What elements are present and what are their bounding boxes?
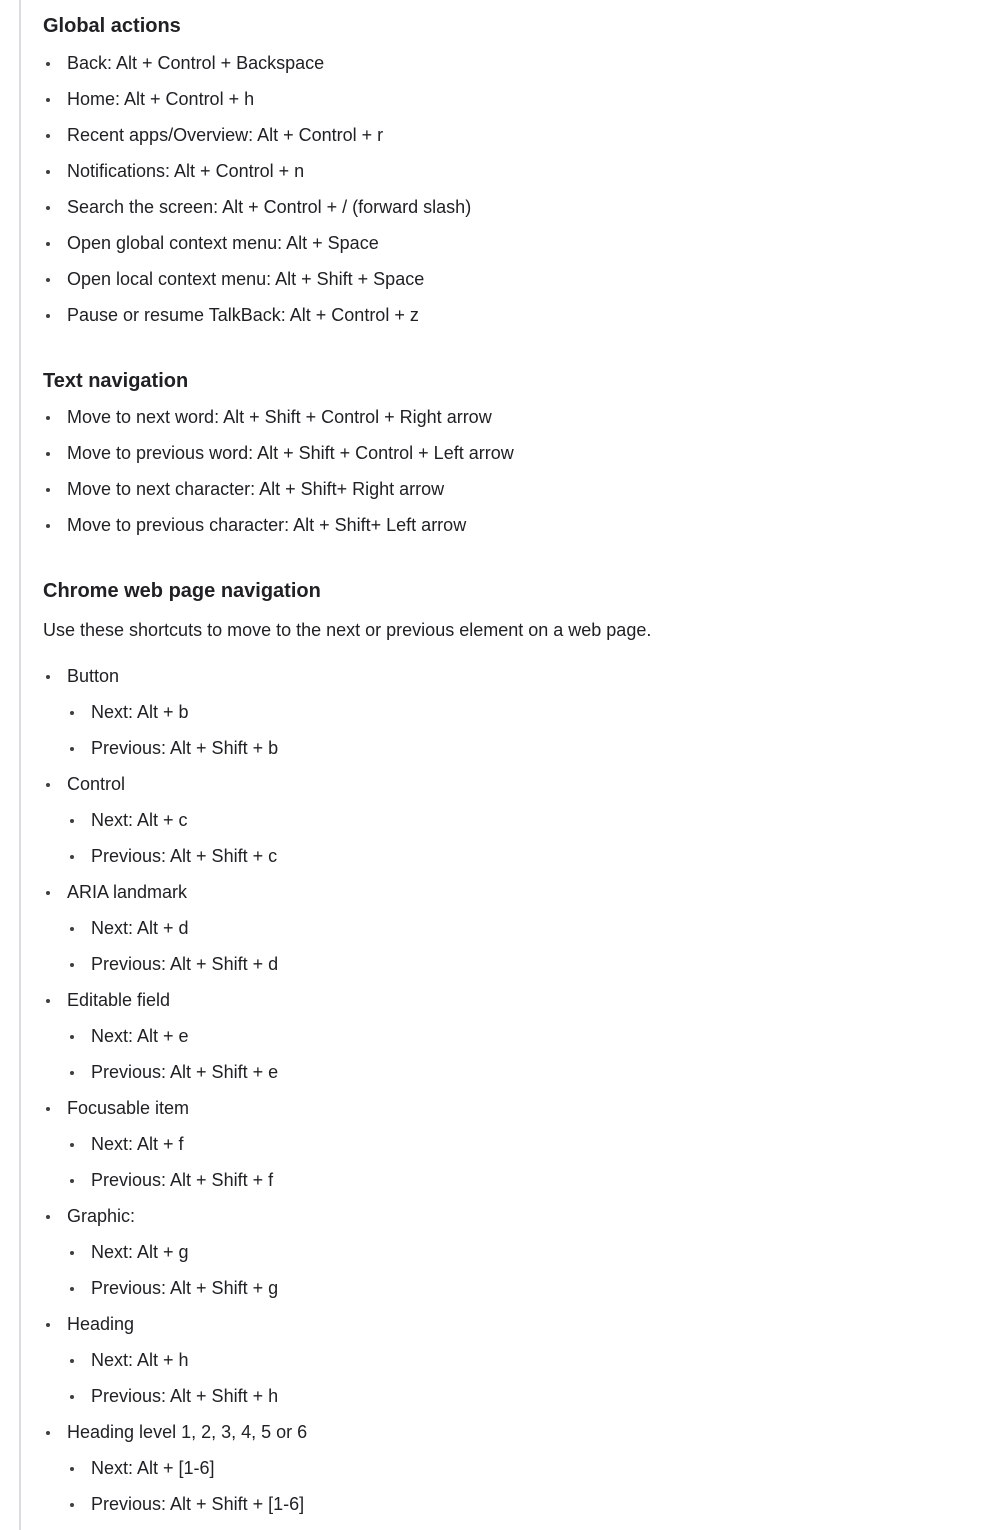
shortcut-previous: Previous: Alt + Shift + h (43, 1380, 307, 1416)
shortcut-previous: Previous: Alt + Shift + c (43, 840, 307, 876)
sub-list (43, 1344, 307, 1416)
list-item: Move to next word: Alt + Shift + Control + Right arrow (43, 401, 514, 437)
shortcut-previous: Previous: Alt + Shift + g (43, 1272, 307, 1308)
group-item-aria-landmark (43, 876, 307, 984)
group-item-heading-level (43, 1416, 307, 1524)
sub-list (43, 804, 307, 876)
sub-list (43, 1452, 307, 1524)
group-label: Control (43, 768, 307, 804)
list-item: Notifications: Alt + Control + n (43, 155, 471, 191)
shortcut-previous: Previous: Alt + Shift + b (43, 732, 307, 768)
section-heading-global-actions: Global actions (43, 15, 181, 37)
list-item: Back: Alt + Control + Backspace (43, 47, 471, 83)
group-label: Heading (43, 1308, 307, 1344)
shortcut-next: Next: Alt + g (43, 1236, 307, 1272)
chrome-navigation-intro: Use these shortcuts to move to the next or previous element on a web page. (43, 620, 652, 640)
shortcut-next: Next: Alt + d (43, 912, 307, 948)
list-item: Pause or resume TalkBack: Alt + Control + z (43, 299, 471, 335)
group-label: Focusable item (43, 1092, 307, 1128)
sub-list (43, 912, 307, 984)
group-item-heading (43, 1308, 307, 1416)
list-item: Open global context menu: Alt + Space (43, 227, 471, 263)
shortcut-previous: Previous: Alt + Shift + d (43, 948, 307, 984)
group-label: Button (43, 660, 307, 696)
shortcut-next: Next: Alt + [1-6] (43, 1452, 307, 1488)
list-item: Move to previous character: Alt + Shift+ Left arrow (43, 509, 514, 545)
left-border-rule (19, 0, 21, 1530)
group-item-control (43, 768, 307, 876)
shortcut-next: Next: Alt + c (43, 804, 307, 840)
list-item: Move to next character: Alt + Shift+ Right arrow (43, 473, 514, 509)
group-item-editable-field (43, 984, 307, 1092)
chrome-navigation-list (43, 660, 307, 1524)
sub-list (43, 1020, 307, 1092)
shortcut-next: Next: Alt + f (43, 1128, 307, 1164)
shortcut-next: Next: Alt + e (43, 1020, 307, 1056)
group-label: Graphic: (43, 1200, 307, 1236)
group-item-graphic (43, 1200, 307, 1308)
group-label: Heading level 1, 2, 3, 4, 5 or 6 (43, 1416, 307, 1452)
text-navigation-list (43, 401, 514, 545)
sub-list (43, 1128, 307, 1200)
group-item-button (43, 660, 307, 768)
section-heading-chrome-navigation: Chrome web page navigation (43, 580, 321, 602)
list-item: Home: Alt + Control + h (43, 83, 471, 119)
list-item: Recent apps/Overview: Alt + Control + r (43, 119, 471, 155)
group-label: Editable field (43, 984, 307, 1020)
shortcut-previous: Previous: Alt + Shift + f (43, 1164, 307, 1200)
shortcut-previous: Previous: Alt + Shift + [1-6] (43, 1488, 307, 1524)
shortcut-next: Next: Alt + h (43, 1344, 307, 1380)
list-item: Move to previous word: Alt + Shift + Control + Left arrow (43, 437, 514, 473)
list-item: Search the screen: Alt + Control + / (forward slash) (43, 191, 471, 227)
sub-list (43, 696, 307, 768)
shortcut-previous: Previous: Alt + Shift + e (43, 1056, 307, 1092)
group-item-focusable-item (43, 1092, 307, 1200)
list-item: Open local context menu: Alt + Shift + Space (43, 263, 471, 299)
sub-list (43, 1236, 307, 1308)
group-label: ARIA landmark (43, 876, 307, 912)
shortcut-next: Next: Alt + b (43, 696, 307, 732)
global-actions-list (43, 47, 471, 335)
section-heading-text-navigation: Text navigation (43, 370, 189, 392)
